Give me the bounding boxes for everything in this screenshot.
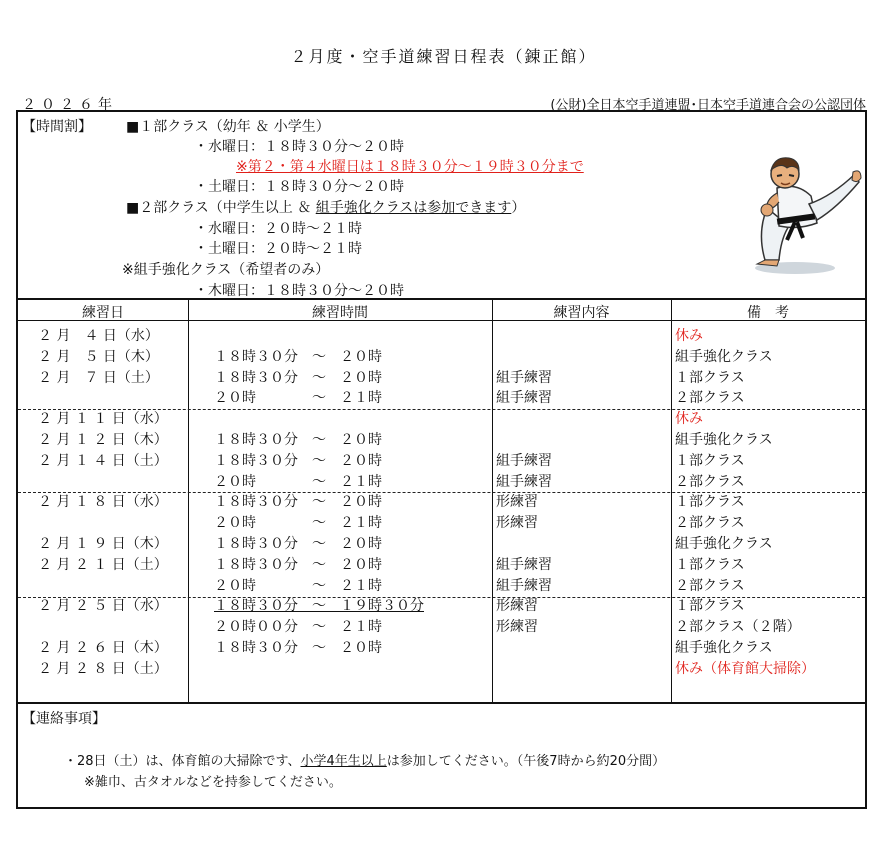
row-11-note: 組手強化クラス (675, 536, 773, 552)
row-10-content: 形練習 (496, 515, 538, 532)
row-2-date: ２ 月 ５ 日（木） (38, 348, 159, 365)
row-4-note: ２部クラス (675, 390, 745, 407)
row-13-time: ２０時 ～ ２１時 (214, 577, 382, 594)
kumite-thu: ・木曜日：１８時３０分～２０時 (194, 283, 404, 299)
header-content: 練習内容 (553, 305, 610, 321)
class2-title-a: ■２部クラス（中学生以上 ＆ (126, 200, 316, 216)
row-11-time: １８時３０分 ～ ２０時 (214, 536, 382, 552)
notice-line-1 (64, 750, 665, 769)
class1-title: ■１部クラス（幼年 ＆ 小学生） (126, 119, 330, 135)
header-note: 備 考 (747, 305, 789, 321)
class2-sat: ・土曜日：２０時～２１時 (194, 241, 362, 257)
row-8-note: ２部クラス (675, 473, 745, 490)
row-3-date: ２ 月 ７ 日（土） (38, 369, 159, 386)
row-7-date: ２ 月 １ ４ 日（土） (38, 452, 168, 469)
class2-wed: ・水曜日：２０時～２１時 (194, 221, 362, 237)
row-12-note: １部クラス (675, 556, 745, 573)
row-15-time: ２０時００分 ～ ２１時 (214, 619, 382, 636)
row-14-note: １部クラス (675, 598, 745, 615)
row-17-note: 休み（体育館大掃除） (675, 660, 815, 677)
header-date: 練習日 (82, 305, 124, 321)
column-divider-3 (671, 300, 672, 702)
column-divider-1 (188, 300, 189, 702)
row-14-time: １８時３０分 ～ １９時３０分 (214, 598, 424, 615)
row-13-note: ２部クラス (675, 577, 745, 594)
notice-line-1c: は参加してください。（午後7時から約20分間） (386, 754, 666, 769)
row-4-time: ２０時 ～ ２１時 (214, 390, 382, 407)
row-9-content: 形練習 (496, 494, 538, 511)
class2-title-b: 組手強化クラスは参加できます (315, 200, 512, 216)
row-6-note: 組手強化クラス (675, 432, 773, 448)
row-7-content: 組手練習 (496, 452, 552, 469)
year-label: ２０２６年 (22, 97, 117, 113)
row-9-note: １部クラス (675, 494, 745, 511)
table-top-border (18, 298, 865, 300)
row-10-note: ２部クラス (675, 515, 745, 532)
row-15-content: 形練習 (496, 619, 538, 636)
page-title: ２月度・空手道練習日程表（錬正館） (290, 47, 597, 66)
row-9-date: ２ 月 １ ８ 日（水） (38, 494, 168, 511)
row-4-content: 組手練習 (496, 390, 552, 407)
class1-wed: ・水曜日：１８時３０分～２０時 (194, 139, 404, 155)
row-16-note: 組手強化クラス (675, 640, 773, 656)
row-1-note: 休み (675, 328, 703, 344)
timetable-heading: 【時間割】 (22, 119, 92, 135)
row-17-date: ２ 月 ２ ８ 日（土） (38, 660, 168, 677)
row-16-date: ２ 月 ２ ６ 日（木） (38, 640, 168, 656)
row-14-date: ２ 月 ２ ５ 日（水） (38, 598, 168, 615)
row-12-time: １８時３０分 ～ ２０時 (214, 556, 382, 573)
row-11-date: ２ 月 １ ９ 日（木） (38, 536, 168, 552)
row-6-date: ２ 月 １ ２ 日（木） (38, 432, 168, 448)
row-3-note: １部クラス (675, 369, 745, 386)
row-2-time: １８時３０分 ～ ２０時 (214, 348, 382, 365)
class1-note: ※第２・第４水曜日は１８時３０分～１９時３０分まで (236, 159, 584, 175)
table-bottom-border (18, 702, 865, 704)
row-6-time: １８時３０分 ～ ２０時 (214, 432, 382, 448)
row-14-content: 形練習 (496, 598, 538, 615)
header-time: 練習時間 (312, 305, 368, 321)
row-12-content: 組手練習 (496, 556, 552, 573)
row-5-date: ２ 月 １ １ 日（水） (38, 411, 168, 428)
row-7-note: １部クラス (675, 452, 745, 469)
row-9-time: １８時３０分 ～ ２０時 (214, 494, 382, 511)
row-10-time: ２０時 ～ ２１時 (214, 515, 382, 532)
row-1-date: ２ 月 ４ 日（水） (38, 328, 159, 344)
notice-line-1a: ・28日（土）は、体育館の大掃除です、 (64, 754, 301, 769)
row-5-note: 休み (675, 411, 703, 428)
row-16-time: １８時３０分 ～ ２０時 (214, 640, 382, 656)
row-3-content: 組手練習 (496, 369, 552, 386)
notice-line-1b: 小学4年生以上 (300, 754, 387, 769)
row-13-content: 組手練習 (496, 577, 552, 594)
column-divider-2 (492, 300, 493, 702)
class1-sat: ・土曜日：１８時３０分～２０時 (194, 179, 404, 195)
organization-label: (公財)全日本空手道連盟･日本空手道連合会の公認団体 (550, 98, 866, 113)
row-8-content: 組手練習 (496, 473, 552, 490)
row-12-date: ２ 月 ２ １ 日（土） (38, 556, 168, 573)
class2-title (126, 197, 525, 217)
row-15-note: ２部クラス（２階） (675, 619, 801, 636)
notice-heading: 【連絡事項】 (22, 711, 106, 727)
row-8-time: ２０時 ～ ２１時 (214, 473, 382, 490)
kumite-title: ※組手強化クラス（希望者のみ） (122, 262, 330, 278)
karate-mascot-icon (737, 148, 862, 278)
class2-title-c: ） (511, 200, 526, 216)
row-7-time: １８時３０分 ～ ２０時 (214, 452, 382, 469)
notice-line-2: ※雑巾、古タオルなどを持参してください。 (84, 775, 342, 790)
row-2-note: 組手強化クラス (675, 348, 773, 365)
row-3-time: １８時３０分 ～ ２０時 (214, 369, 382, 386)
